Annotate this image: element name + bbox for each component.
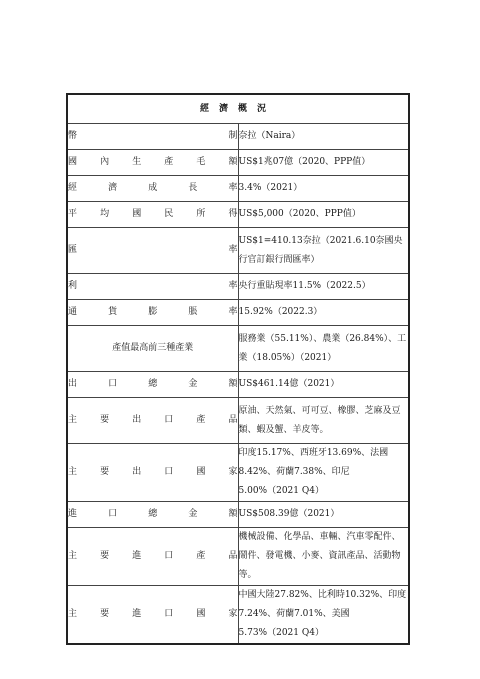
row-value: 機械設備、化學品、車輛、汽車零配件、鬧件、發電機、小麥、資訊產品、活動物等。 — [238, 528, 409, 586]
row-label: 幣制 — [67, 124, 238, 150]
table-row — [67, 228, 409, 274]
table-title: 經濟概況 — [67, 94, 409, 124]
row-value: 奈拉（Naira） — [238, 124, 409, 150]
row-value: 印度15.17%、西班牙13.69%、法國8.42%、荷蘭7.38%、印尼5.00%（2021 Q4） — [238, 444, 409, 502]
table-row — [67, 124, 409, 150]
economic-overview-table — [66, 93, 410, 645]
row-label: 主要出口國家 — [67, 444, 238, 502]
row-value: 中國大陸27.82%、比利時10.32%、印度7.24%、荷蘭7.01%、美國5.73%（2021 Q4） — [238, 586, 409, 645]
table-row — [67, 150, 409, 176]
row-value: 服務業（55.11%）、農業（26.84%）、工業（18.05%）（2021） — [238, 326, 409, 372]
table-row — [67, 202, 409, 228]
row-label: 進口總金額 — [67, 502, 238, 528]
table-row — [67, 398, 409, 444]
row-value: US$1兆07億（2020、PPP值） — [238, 150, 409, 176]
row-label: 平均國民所得 — [67, 202, 238, 228]
table-row — [67, 300, 409, 326]
table-row — [67, 176, 409, 202]
row-value: 3.4%（2021） — [238, 176, 409, 202]
row-label: 主要進口國家 — [67, 586, 238, 645]
table-row — [67, 528, 409, 586]
table-row — [67, 444, 409, 502]
table-row — [67, 586, 409, 645]
table-row — [67, 274, 409, 300]
row-label: 通貨膨脹率 — [67, 300, 238, 326]
row-label: 主要進口產品 — [67, 528, 238, 586]
row-value: 央行重貼現率11.5%（2022.5） — [238, 274, 409, 300]
row-value: US$461.14億（2021） — [238, 372, 409, 398]
row-label: 產值最高前三種產業 — [67, 326, 238, 372]
row-value: US$1=410.13奈拉（2021.6.10奈國央行官訂銀行間匯率） — [238, 228, 409, 274]
table-row — [67, 502, 409, 528]
row-label: 國內生產毛額 — [67, 150, 238, 176]
row-label: 主要出口產品 — [67, 398, 238, 444]
row-label: 匯率 — [67, 228, 238, 274]
table-row — [67, 326, 409, 372]
row-value: US$5,000（2020、PPP值） — [238, 202, 409, 228]
table-row — [67, 372, 409, 398]
row-label: 利率 — [67, 274, 238, 300]
row-value: 15.92%（2022.3） — [238, 300, 409, 326]
row-label: 經濟成長率 — [67, 176, 238, 202]
row-value: US$508.39億（2021） — [238, 502, 409, 528]
table-title-row — [67, 94, 409, 124]
row-value: 原油、天然氣、可可豆、橡膠、芝麻及豆類、蝦及蟹、羊皮等。 — [238, 398, 409, 444]
row-label: 出口總金額 — [67, 372, 238, 398]
